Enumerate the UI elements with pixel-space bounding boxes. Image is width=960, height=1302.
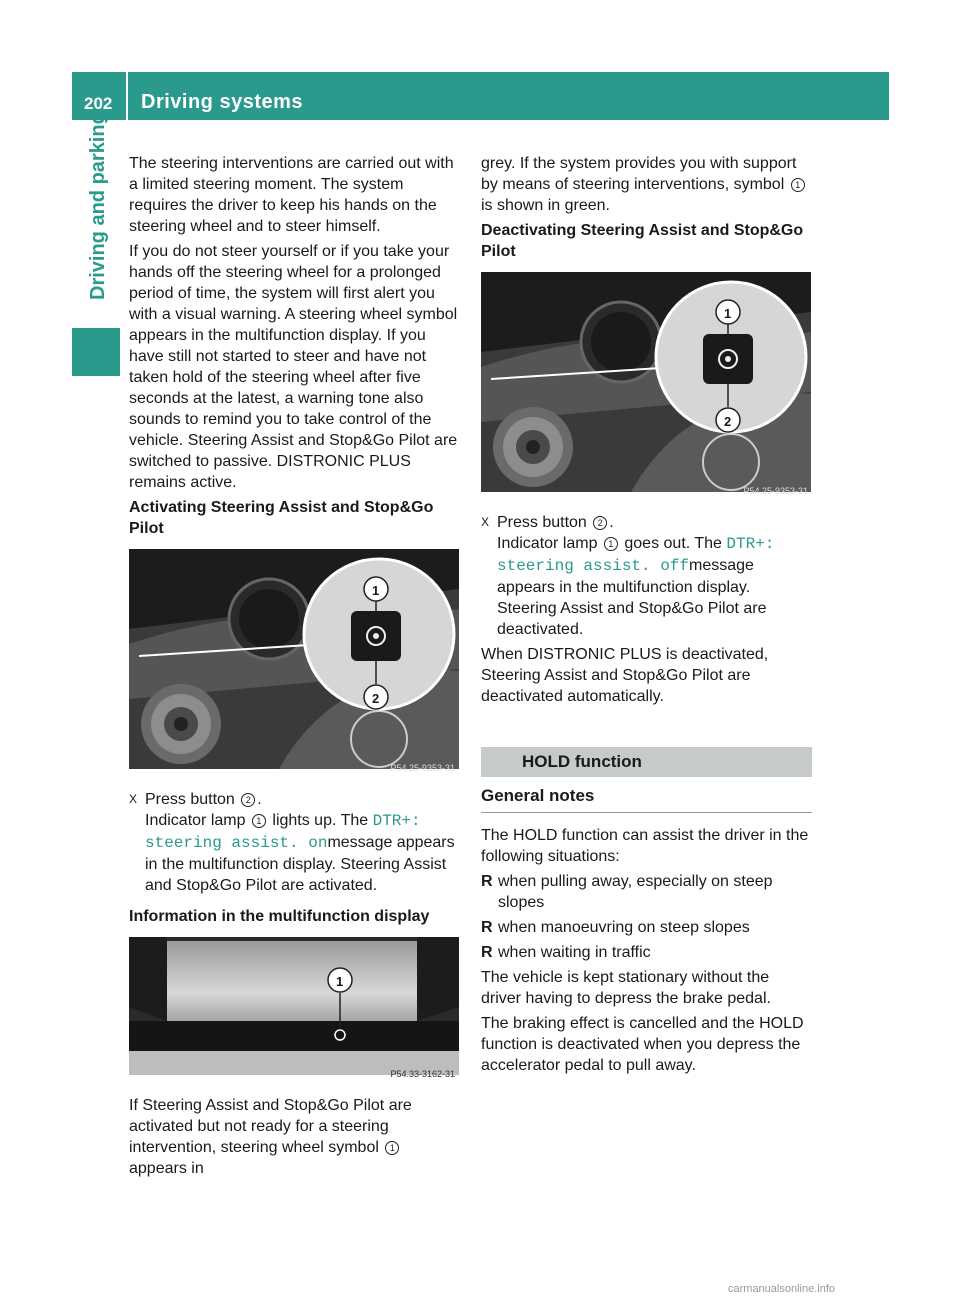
display-message: DTR+: steering assist. off bbox=[497, 535, 775, 575]
paragraph: The braking effect is cancelled and the HOLD function is deactivated when you depress the accelerator pedal to pull away. bbox=[481, 1015, 804, 1074]
subheading: General notes bbox=[481, 785, 812, 813]
instruction-step: X Press button 2 . Indicator lamp 1 lights up. The DTR+: steering assist. onmessage appears in the multifunction display. Steering Assist and Stop&Go Pilot are activated. bbox=[129, 791, 455, 894]
instruction-step: X Press button 2 . Indicator lamp 1 goes out. The DTR+: steering assist. offmessage appears in the multifunction display. Steering Assist and Stop&Go Pilot are deactivated. bbox=[481, 514, 775, 638]
side-tab-block bbox=[72, 328, 120, 376]
right-column bbox=[481, 153, 812, 1080]
callout-2: 2 bbox=[724, 414, 732, 429]
page-number: 202 bbox=[84, 94, 113, 113]
header-divider bbox=[126, 72, 128, 120]
section-heading: Deactivating Steering Assist and Stop&Go Pilot bbox=[481, 222, 804, 260]
bullet-icon: R bbox=[481, 873, 493, 890]
step-arrow-icon: X bbox=[481, 515, 490, 529]
steering-wheel-figure-deactivate bbox=[481, 272, 812, 498]
figure-code: P54.25-9353-31 bbox=[743, 486, 808, 496]
paragraph: If you do not steer yourself or if you take your hands off the steering wheel for a prolonged period of time, the system will first alert you with a visual warning. A steering wheel symbol appears in the multifunction display. If you have still not started to steer and have not taken hold of the steering wheel after five seconds at the latest, a warning tone also sounds to remind you to take control of the vehicle. Steering Assist and Stop&Go Pilot are switched to passive. DISTRONIC PLUS remains active. bbox=[129, 243, 458, 491]
bullet-icon: R bbox=[481, 919, 493, 936]
callout-1: 1 bbox=[724, 306, 732, 321]
circled-number-1: 1 bbox=[791, 178, 805, 192]
bullet-icon: R bbox=[481, 944, 493, 961]
page-title: Driving systems bbox=[141, 91, 304, 113]
paragraph: If Steering Assist and Stop&Go Pilot are activated but not ready for a steering intervention, steering wheel symbol 1 appears in bbox=[129, 1097, 412, 1177]
steering-wheel-illustration bbox=[481, 272, 811, 492]
side-tab-label: Driving and parking bbox=[87, 112, 109, 300]
paragraph: When DISTRONIC PLUS is deactivated, Steering Assist and Stop&Go Pilot are deactivated automatically. bbox=[481, 646, 769, 705]
section-heading: Information in the multifunction display bbox=[129, 908, 430, 925]
section-title-bar: HOLD function bbox=[481, 747, 812, 777]
steering-wheel-illustration bbox=[129, 549, 459, 769]
multifunction-display-illustration bbox=[129, 937, 459, 1075]
left-column bbox=[129, 153, 459, 1183]
section-heading: Activating Steering Assist and Stop&Go Pilot bbox=[129, 499, 434, 537]
steering-wheel-figure-activate bbox=[129, 549, 459, 775]
list-item: R when waiting in traffic bbox=[481, 944, 651, 961]
footer-watermark: carmanualsonline.info bbox=[728, 1283, 836, 1295]
multifunction-display-figure bbox=[129, 937, 459, 1081]
paragraph: grey. If the system provides you with support by means of steering interventions, symbol 1 is shown in green. bbox=[481, 153, 812, 216]
callout-1: 1 bbox=[372, 583, 380, 598]
display-message: DTR+: steering assist. on bbox=[145, 812, 421, 852]
list-item: R when pulling away, especially on steep slopes bbox=[481, 873, 773, 911]
figure-code: P54.33-3162-31 bbox=[390, 1069, 455, 1079]
circled-number-1: 1 bbox=[604, 537, 618, 551]
paragraph: The vehicle is kept stationary without the driver having to depress the brake pedal. bbox=[481, 969, 771, 1007]
callout-2: 2 bbox=[372, 691, 380, 706]
circled-number-2: 2 bbox=[593, 516, 607, 530]
list-item: R when manoeuvring on steep slopes bbox=[481, 919, 750, 936]
circled-number-2: 2 bbox=[241, 793, 255, 807]
paragraph: The HOLD function can assist the driver in the following situations: bbox=[481, 827, 809, 865]
paragraph: The steering interventions are carried out with a limited steering moment. The system requires the driver to keep his hands on the steering wheel and to steer himself. bbox=[129, 155, 454, 235]
callout-1: 1 bbox=[336, 974, 344, 989]
step-arrow-icon: X bbox=[129, 792, 138, 806]
figure-code: P54.25-9353-31 bbox=[390, 763, 455, 773]
circled-number-1: 1 bbox=[385, 1141, 399, 1155]
circled-number-1: 1 bbox=[252, 814, 266, 828]
